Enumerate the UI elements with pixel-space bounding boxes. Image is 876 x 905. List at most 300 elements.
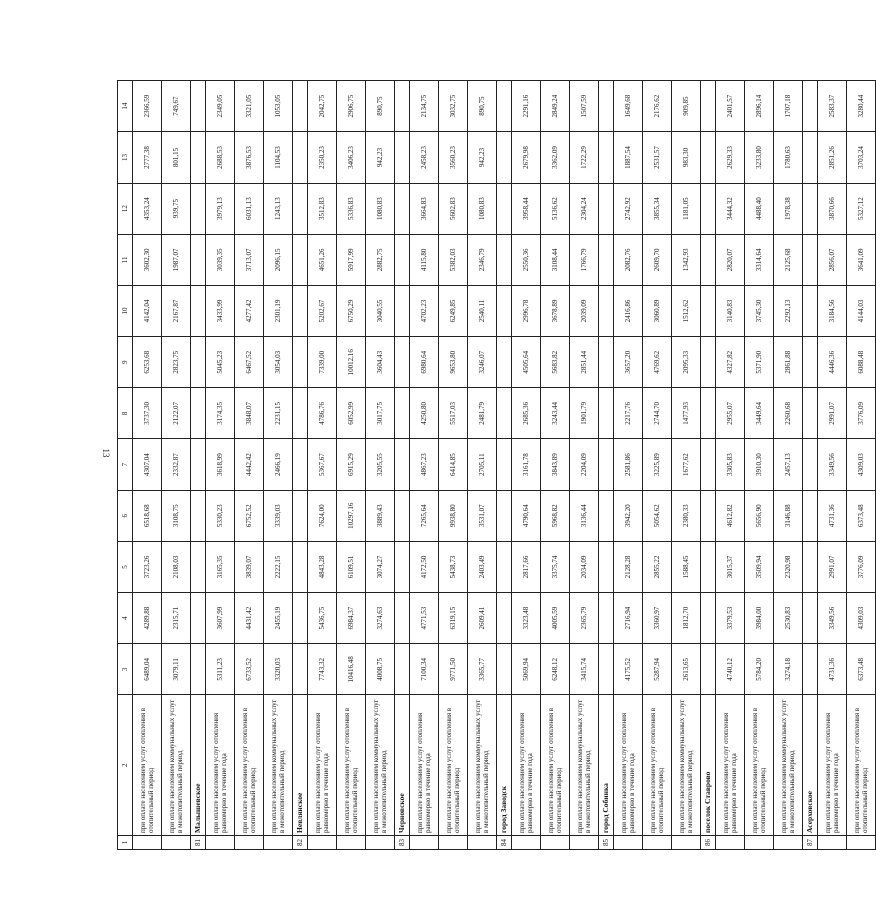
value-cell: 2849,24 <box>541 81 570 132</box>
value-cell: 2350,23 <box>308 132 337 183</box>
value-cell: 2096,15 <box>264 234 293 285</box>
value-cell <box>701 644 716 695</box>
value-cell <box>599 183 614 234</box>
value-cell: 3079,11 <box>162 644 191 695</box>
value-cell: 2122,07 <box>162 388 191 439</box>
value-cell <box>599 593 614 644</box>
value-cell <box>395 541 410 592</box>
value-cell: 1766,79 <box>570 234 599 285</box>
value-cell: 3737,30 <box>133 388 162 439</box>
row-index <box>337 835 366 849</box>
value-cell: 5045,23 <box>206 337 235 388</box>
value-cell: 5287,94 <box>643 644 672 695</box>
value-cell <box>395 490 410 541</box>
value-cell <box>803 234 818 285</box>
value-cell: 2613,65 <box>672 644 701 695</box>
value-cell: 3984,00 <box>745 593 774 644</box>
value-cell <box>701 132 716 183</box>
value-cell: 3032,75 <box>439 81 468 132</box>
value-cell: 4612,82 <box>716 490 745 541</box>
value-cell: 939,75 <box>162 183 191 234</box>
value-cell: 2955,07 <box>716 388 745 439</box>
value-cell: 3339,03 <box>264 490 293 541</box>
value-cell: 3174,35 <box>206 388 235 439</box>
value-cell: 1987,07 <box>162 234 191 285</box>
header-cell: 12 <box>118 183 133 234</box>
value-cell: 3509,94 <box>745 541 774 592</box>
value-cell <box>293 541 308 592</box>
value-cell: 3039,35 <box>206 234 235 285</box>
value-cell: 2744,70 <box>643 388 672 439</box>
value-cell <box>803 490 818 541</box>
value-cell: 3243,44 <box>541 388 570 439</box>
value-cell: 3074,27 <box>366 541 395 592</box>
table-row <box>468 81 497 850</box>
section-name: поселок Ставрово <box>701 695 716 836</box>
value-cell: 3146,88 <box>774 490 803 541</box>
value-cell <box>701 439 716 490</box>
value-cell <box>803 593 818 644</box>
page-number: 13 <box>101 448 111 458</box>
value-cell: 3320,03 <box>264 644 293 695</box>
table-row <box>162 81 191 850</box>
value-cell: 3349,56 <box>818 593 847 644</box>
value-cell: 1053,05 <box>264 81 293 132</box>
table-row <box>745 81 774 850</box>
value-cell: 4740,12 <box>716 644 745 695</box>
value-cell: 9771,50 <box>439 644 468 695</box>
value-cell: 3870,66 <box>818 183 847 234</box>
value-cell: 3274,18 <box>774 644 803 695</box>
value-cell: 2204,09 <box>570 439 599 490</box>
value-cell <box>701 490 716 541</box>
row-label: при оплате населением коммунальных услуг в межотопительный период <box>468 695 497 836</box>
value-cell: 2481,79 <box>468 388 497 439</box>
row-index <box>366 835 395 849</box>
value-cell: 3723,26 <box>133 541 162 592</box>
value-cell: 1080,83 <box>366 183 395 234</box>
row-label: при оплате населением коммунальных услуг в межотопительный период <box>162 695 191 836</box>
table-row <box>672 81 701 850</box>
header-cell: 8 <box>118 388 133 439</box>
value-cell: 2629,33 <box>716 132 745 183</box>
value-cell: 3745,30 <box>745 285 774 336</box>
value-cell: 983,30 <box>672 132 701 183</box>
value-cell: 2455,19 <box>264 593 293 644</box>
value-cell: 5367,67 <box>308 439 337 490</box>
row-index <box>235 835 264 849</box>
value-cell: 4769,62 <box>643 337 672 388</box>
value-cell: 2108,03 <box>162 541 191 592</box>
value-cell: 6031,13 <box>235 183 264 234</box>
value-cell: 2991,07 <box>818 541 847 592</box>
value-cell: 3349,56 <box>818 439 847 490</box>
value-cell: 2851,44 <box>570 337 599 388</box>
value-cell: 3604,43 <box>366 337 395 388</box>
value-cell: 2366,59 <box>133 81 162 132</box>
value-cell: 10012,16 <box>337 337 366 388</box>
value-cell: 3360,97 <box>643 593 672 644</box>
section-name: город Собинка <box>599 695 614 836</box>
value-cell: 4446,36 <box>818 337 847 388</box>
value-cell: 3415,74 <box>570 644 599 695</box>
value-cell: 2134,75 <box>410 81 439 132</box>
value-cell: 2705,11 <box>468 439 497 490</box>
row-index: 81 <box>191 835 206 849</box>
section-row <box>497 81 512 850</box>
value-cell: 3641,09 <box>847 234 876 285</box>
value-cell: 3855,34 <box>643 183 672 234</box>
value-cell <box>395 81 410 132</box>
table-row <box>410 81 439 850</box>
value-cell <box>293 183 308 234</box>
row-index <box>308 835 337 849</box>
value-cell: 4172,50 <box>410 541 439 592</box>
section-row <box>293 81 308 850</box>
table-body <box>118 81 876 850</box>
row-label: при оплате населением услуг отопления в отопительный период <box>643 695 672 836</box>
value-cell: 2540,11 <box>468 285 497 336</box>
value-cell: 3314,64 <box>745 234 774 285</box>
value-cell: 3703,24 <box>847 132 876 183</box>
value-cell <box>191 337 206 388</box>
value-cell: 3531,07 <box>468 490 497 541</box>
table-row <box>133 81 162 850</box>
section-row <box>191 81 206 850</box>
value-cell: 2291,16 <box>512 81 541 132</box>
value-cell: 6109,51 <box>337 541 366 592</box>
value-cell: 5517,03 <box>439 388 468 439</box>
value-cell: 1649,68 <box>614 81 643 132</box>
value-cell <box>395 593 410 644</box>
row-label: при оплате населением услуг отопления в отопительный период <box>337 695 366 836</box>
value-cell: 3618,99 <box>206 439 235 490</box>
row-index: 87 <box>803 835 818 849</box>
value-cell: 2082,76 <box>614 234 643 285</box>
value-cell <box>803 388 818 439</box>
value-cell: 2716,94 <box>614 593 643 644</box>
value-cell <box>497 183 512 234</box>
value-cell <box>191 388 206 439</box>
row-index <box>570 835 599 849</box>
value-cell <box>803 337 818 388</box>
value-cell: 4277,42 <box>235 285 264 336</box>
value-cell: 4142,04 <box>133 285 162 336</box>
row-index <box>643 835 672 849</box>
value-cell: 2906,75 <box>337 81 366 132</box>
header-cell: 2 <box>118 695 133 836</box>
value-cell: 2403,49 <box>468 541 497 592</box>
value-cell: 2742,92 <box>614 183 643 234</box>
value-cell: 3375,74 <box>541 541 570 592</box>
value-cell: 2882,75 <box>366 234 395 285</box>
row-label: при оплате населением услуг отопления в отопительный период <box>133 695 162 836</box>
value-cell: 3607,99 <box>206 593 235 644</box>
value-cell: 6373,48 <box>847 490 876 541</box>
value-cell <box>191 644 206 695</box>
row-label: при оплате населением коммунальных услуг в межотопительный период <box>774 695 803 836</box>
value-cell: 6253,68 <box>133 337 162 388</box>
value-cell <box>497 285 512 336</box>
row-label: при оплате населением услуг отопления равномерно в течение года <box>206 695 235 836</box>
value-cell <box>191 541 206 592</box>
value-cell <box>701 183 716 234</box>
value-cell: 2688,53 <box>206 132 235 183</box>
value-cell: 1104,53 <box>264 132 293 183</box>
value-cell <box>497 388 512 439</box>
table-row <box>716 81 745 850</box>
value-cell: 3205,55 <box>366 439 395 490</box>
value-cell: 2332,87 <box>162 439 191 490</box>
section-name: Асерховское <box>803 695 818 836</box>
table-row <box>847 81 876 850</box>
value-cell: 2034,09 <box>570 541 599 592</box>
value-cell: 3321,05 <box>235 81 264 132</box>
value-cell <box>395 183 410 234</box>
value-cell <box>599 490 614 541</box>
value-cell: 3602,30 <box>133 234 162 285</box>
section-name: Малышевское <box>191 695 206 836</box>
value-cell: 4867,23 <box>410 439 439 490</box>
value-cell: 2231,15 <box>264 388 293 439</box>
value-cell: 6249,85 <box>439 285 468 336</box>
value-cell: 890,75 <box>468 81 497 132</box>
value-cell: 4505,64 <box>512 337 541 388</box>
value-cell: 3433,99 <box>206 285 235 336</box>
value-cell <box>293 439 308 490</box>
value-cell: 3776,09 <box>847 388 876 439</box>
value-cell: 5371,90 <box>745 337 774 388</box>
value-cell: 7265,64 <box>410 490 439 541</box>
value-cell <box>395 439 410 490</box>
value-cell: 6915,29 <box>337 439 366 490</box>
value-cell <box>293 132 308 183</box>
value-cell: 4115,80 <box>410 234 439 285</box>
value-cell: 3161,78 <box>512 439 541 490</box>
value-cell: 3839,07 <box>235 541 264 592</box>
value-cell <box>395 644 410 695</box>
value-cell: 4008,75 <box>366 644 395 695</box>
value-cell: 6319,15 <box>439 593 468 644</box>
value-cell: 942,23 <box>366 132 395 183</box>
value-cell: 4431,42 <box>235 593 264 644</box>
value-cell <box>497 234 512 285</box>
value-cell: 1342,93 <box>672 234 701 285</box>
value-cell <box>191 285 206 336</box>
value-cell: 2820,07 <box>716 234 745 285</box>
value-cell <box>599 285 614 336</box>
value-cell: 3225,89 <box>643 439 672 490</box>
value-cell <box>803 285 818 336</box>
value-cell: 6373,48 <box>847 644 876 695</box>
value-cell: 3305,83 <box>716 439 745 490</box>
value-cell: 2581,86 <box>614 439 643 490</box>
table-row <box>308 81 337 850</box>
value-cell <box>497 81 512 132</box>
table-row <box>337 81 366 850</box>
value-cell: 890,75 <box>366 81 395 132</box>
value-cell <box>395 285 410 336</box>
value-cell <box>599 337 614 388</box>
value-cell: 7624,00 <box>308 490 337 541</box>
value-cell: 4731,36 <box>818 644 847 695</box>
row-index <box>745 835 774 849</box>
value-cell <box>293 81 308 132</box>
row-index <box>439 835 468 849</box>
value-cell: 1477,93 <box>672 388 701 439</box>
value-cell: 5311,23 <box>206 644 235 695</box>
header-cell: 7 <box>118 439 133 490</box>
value-cell: 4702,23 <box>410 285 439 336</box>
table-row <box>541 81 570 850</box>
value-cell: 1901,79 <box>570 388 599 439</box>
value-cell: 2380,33 <box>672 490 701 541</box>
value-cell: 1080,83 <box>468 183 497 234</box>
value-cell: 3713,07 <box>235 234 264 285</box>
value-cell: 3444,32 <box>716 183 745 234</box>
row-index <box>206 835 235 849</box>
value-cell: 2401,57 <box>716 81 745 132</box>
value-cell: 6733,52 <box>235 644 264 695</box>
table-row <box>235 81 264 850</box>
value-cell: 3362,09 <box>541 132 570 183</box>
row-index <box>672 835 701 849</box>
value-cell: 4175,52 <box>614 644 643 695</box>
header-cell: 14 <box>118 81 133 132</box>
value-cell <box>497 593 512 644</box>
value-cell: 10297,16 <box>337 490 366 541</box>
value-cell: 3942,20 <box>614 490 643 541</box>
value-cell: 3449,64 <box>745 388 774 439</box>
value-cell: 3108,44 <box>541 234 570 285</box>
header-cell: 11 <box>118 234 133 285</box>
header-cell: 9 <box>118 337 133 388</box>
value-cell: 3365,77 <box>468 644 497 695</box>
value-cell: 4790,64 <box>512 490 541 541</box>
value-cell: 5602,83 <box>439 183 468 234</box>
value-cell: 2856,07 <box>818 234 847 285</box>
value-cell <box>599 234 614 285</box>
row-index: 85 <box>599 835 614 849</box>
value-cell <box>293 593 308 644</box>
header-cell: 3 <box>118 644 133 695</box>
value-cell <box>191 593 206 644</box>
header-cell: 6 <box>118 490 133 541</box>
value-cell: 7100,34 <box>410 644 439 695</box>
value-cell: 1181,05 <box>672 183 701 234</box>
value-cell: 2457,13 <box>774 439 803 490</box>
value-cell: 3136,44 <box>570 490 599 541</box>
row-index <box>774 835 803 849</box>
value-cell: 3664,83 <box>410 183 439 234</box>
row-label: при оплате населением услуг отопления равномерно в течение года <box>512 695 541 836</box>
value-cell: 1507,59 <box>570 81 599 132</box>
value-cell <box>293 490 308 541</box>
value-cell: 3054,03 <box>264 337 293 388</box>
value-cell <box>701 337 716 388</box>
value-cell: 4731,36 <box>818 490 847 541</box>
value-cell: 2851,26 <box>818 132 847 183</box>
value-cell: 4005,59 <box>541 593 570 644</box>
table-row <box>264 81 293 850</box>
value-cell: 3406,23 <box>337 132 366 183</box>
value-cell: 4307,04 <box>133 439 162 490</box>
value-cell: 801,15 <box>162 132 191 183</box>
value-cell <box>701 285 716 336</box>
row-label: при оплате населением услуг отопления равномерно в течение года <box>716 695 745 836</box>
row-label: при оплате населением коммунальных услуг в межотопительный период <box>366 695 395 836</box>
value-cell: 2679,98 <box>512 132 541 183</box>
value-cell: 4488,40 <box>745 183 774 234</box>
row-index <box>614 835 643 849</box>
value-cell: 2416,86 <box>614 285 643 336</box>
value-cell <box>701 593 716 644</box>
value-cell <box>701 81 716 132</box>
value-cell: 2996,78 <box>512 285 541 336</box>
value-cell <box>701 541 716 592</box>
value-cell: 5054,62 <box>643 490 672 541</box>
value-cell: 3060,89 <box>643 285 672 336</box>
value-cell: 3678,89 <box>541 285 570 336</box>
table-row <box>774 81 803 850</box>
row-index <box>541 835 570 849</box>
value-cell: 3323,48 <box>512 593 541 644</box>
value-cell: 5330,23 <box>206 490 235 541</box>
value-cell <box>599 81 614 132</box>
value-cell: 4442,42 <box>235 439 264 490</box>
value-cell: 2685,36 <box>512 388 541 439</box>
value-cell: 4843,28 <box>308 541 337 592</box>
row-index <box>468 835 497 849</box>
value-cell: 2991,07 <box>818 388 847 439</box>
value-cell: 4353,24 <box>133 183 162 234</box>
value-cell: 2125,68 <box>774 234 803 285</box>
value-cell: 2042,75 <box>308 81 337 132</box>
value-cell: 4651,26 <box>308 234 337 285</box>
row-label: при оплате населением услуг отопления в отопительный период <box>235 695 264 836</box>
row-label: при оплате населением коммунальных услуг в межотопительный период <box>570 695 599 836</box>
row-label: при оплате населением услуг отопления равномерно в течение года <box>614 695 643 836</box>
section-row <box>701 81 716 850</box>
header-row <box>118 81 133 850</box>
table-row <box>570 81 599 850</box>
value-cell <box>599 644 614 695</box>
value-cell: 2176,62 <box>643 81 672 132</box>
value-cell: 3512,83 <box>308 183 337 234</box>
value-cell <box>599 439 614 490</box>
value-cell: 9653,80 <box>439 337 468 388</box>
value-cell: 2466,19 <box>264 439 293 490</box>
value-cell: 3379,53 <box>716 593 745 644</box>
value-cell <box>395 337 410 388</box>
value-cell <box>803 644 818 695</box>
value-cell: 2583,37 <box>818 81 847 132</box>
value-cell <box>191 81 206 132</box>
value-cell <box>191 132 206 183</box>
value-cell: 1978,38 <box>774 183 803 234</box>
header-cell: 13 <box>118 132 133 183</box>
value-cell: 2260,68 <box>774 388 803 439</box>
value-cell: 1512,62 <box>672 285 701 336</box>
value-cell: 6248,12 <box>541 644 570 695</box>
value-cell <box>497 541 512 592</box>
value-cell: 6984,37 <box>337 593 366 644</box>
value-cell: 942,23 <box>468 132 497 183</box>
section-row <box>803 81 818 850</box>
value-cell: 2777,38 <box>133 132 162 183</box>
header-cell: 1 <box>118 835 133 849</box>
value-cell: 5136,62 <box>541 183 570 234</box>
